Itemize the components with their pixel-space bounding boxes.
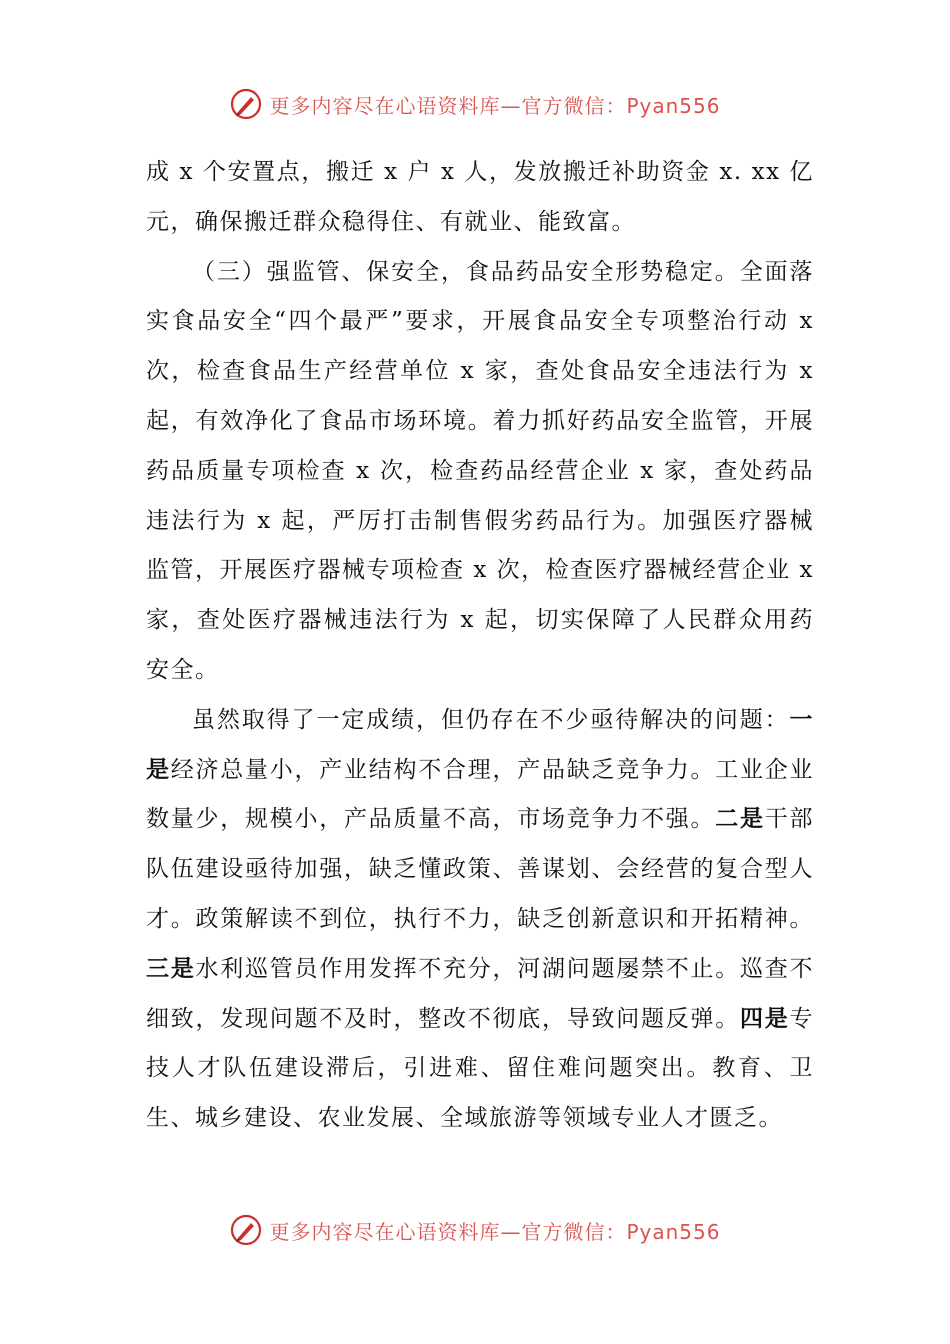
header-watermark-banner xyxy=(0,84,950,124)
paragraph-text: 专技人才队伍建设滞后，引进难、留住难问题突出。教育、卫生、城乡建设、农业发展、全域旅游等领域专业人才匮乏。 xyxy=(146,1005,814,1132)
paragraph xyxy=(146,148,814,248)
footer-watermark-text: 更多内容尽在心语资料库—官方微信：Pyan556 xyxy=(269,1219,721,1244)
paragraph-lead-label: 三是 xyxy=(146,955,196,982)
footer-watermark-banner xyxy=(0,1210,950,1250)
header-watermark-text: 更多内容尽在心语资料库—官方微信：Pyan556 xyxy=(269,93,721,118)
paragraph-text: 水利巡管员作用发挥不充分，河湖问题屡禁不止。巡查不细致，发现问题不及时，整改不彻底，导致问题反弹。 xyxy=(146,955,814,1032)
document-body xyxy=(146,148,814,1144)
pen-logo-icon xyxy=(229,1213,263,1247)
paragraph xyxy=(146,696,814,1144)
paragraph-text: 经济总量小，产业结构不合理，产品缺乏竞争力。工业企业数量少，规模小，产品质量不高，市场竞争力不强。 xyxy=(146,756,814,833)
paragraph-text: 虽然取得了一定成绩，但仍存在不少亟待解决的问题： xyxy=(192,706,790,733)
paragraph-lead-label: 一是 xyxy=(146,706,814,783)
paragraph xyxy=(146,248,814,696)
pen-logo-icon xyxy=(229,87,263,121)
paragraph-lead-label: 四是 xyxy=(740,1005,790,1032)
paragraph-text: 成 x 个安置点，搬迁 x 户 x 人，发放搬迁补助资金 x. xx 亿元，确保搬迁群众稳得住、有就业、能致富。 xyxy=(146,159,814,235)
paragraph-text: （三）强监管、保安全，食品药品安全形势稳定。全面落实食品安全“四个最严”要求，开展食品安全专项整治行动 x 次，检查食品生产经营单位 x 家，查处食品安全违法行为 x 起，有效净化了食品市场环境。着力抓好药品安全监管，开展药品质量专项检查 x 次，检查药品经营企业 x 家，查处药品违法行为 x 起，严厉打击制售假劣药品行为。加强医疗器械监管，开展医疗器械专项检查 x 次，检查医疗器械经营企业 x 家，查处医疗器械违法行为 x 起，切实保障了人民群众用药安全。 xyxy=(146,258,814,683)
paragraph-text: 干部队伍建设亟待加强，缺乏懂政策、善谋划、会经营的复合型人才。政策解读不到位，执行不力，缺乏创新意识和开拓精神。 xyxy=(146,806,814,932)
paragraph-lead-label: 二是 xyxy=(715,806,765,833)
